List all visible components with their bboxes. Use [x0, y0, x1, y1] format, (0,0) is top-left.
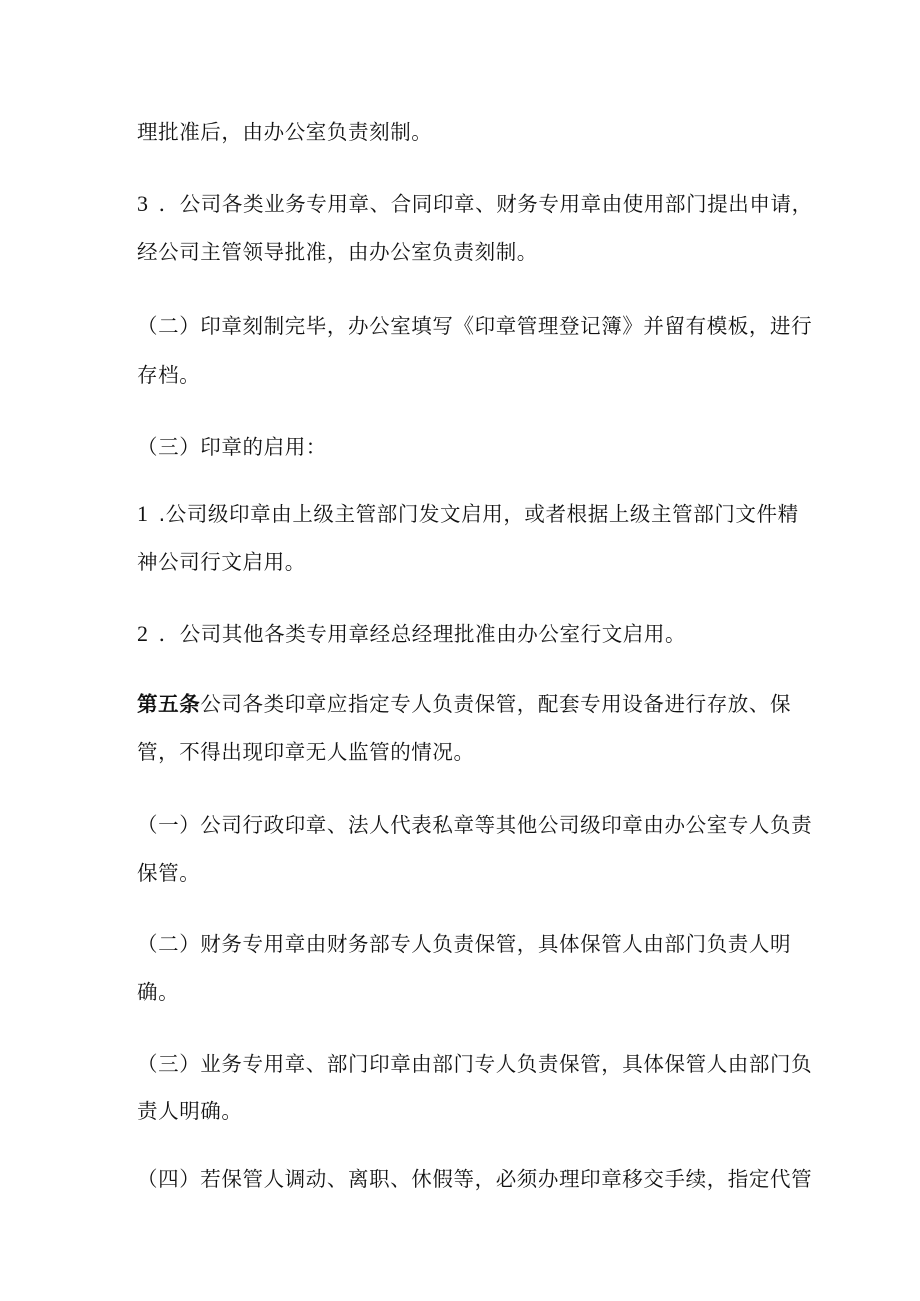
paragraph-line: 第五条公司各类印章应指定专人负责保管，配套专用设备进行存放、保	[137, 692, 792, 716]
paragraph-line: 责人明确。	[137, 1099, 243, 1123]
paragraph-line: 管，不得出现印章无人监管的情况。	[137, 740, 475, 764]
paragraph-line: 神公司行文启用。	[137, 550, 306, 574]
paragraph-line: 经公司主管领导批准，由办公室负责刻制。	[137, 240, 538, 264]
paragraph-line: 3 ．公司各类业务专用章、合同印章、财务专用章由使用部门提出申请，	[137, 191, 813, 216]
paragraph-line: 存档。	[137, 363, 201, 387]
list-number: 2	[137, 621, 149, 646]
paragraph-line: 1 .公司级印章由上级主管部门发文启用，或者根据上级主管部门文件精	[137, 501, 799, 526]
paragraph-line: （一）公司行政印章、法人代表私章等其他公司级印章由办公室专人负责	[137, 813, 813, 837]
paragraph-line: 理批准后，由办公室负责刻制。	[137, 120, 433, 144]
article-heading: 第五条	[137, 692, 201, 716]
paragraph-line: （四）若保管人调动、离职、休假等，必须办理印章移交手续，指定代管	[137, 1167, 813, 1191]
paragraph-line: （三）业务专用章、部门印章由部门专人负责保管，具体保管人由部门负	[137, 1052, 813, 1076]
list-number: 1	[137, 501, 149, 526]
list-number: 3	[137, 191, 149, 216]
paragraph-line: （二）财务专用章由财务部专人负责保管，具体保管人由部门负责人明	[137, 932, 792, 956]
paragraph-line: 保管。	[137, 861, 201, 885]
paragraph-line: 确。	[137, 980, 180, 1004]
paragraph-line: （二）印章刻制完毕，办公室填写《印章管理登记簿》并留有模板，进行	[137, 314, 813, 338]
paragraph-line: 2 ．公司其他各类专用章经总经理批准由办公室行文启用。	[137, 621, 687, 646]
paragraph-line: （三）印章的启用：	[137, 435, 327, 459]
